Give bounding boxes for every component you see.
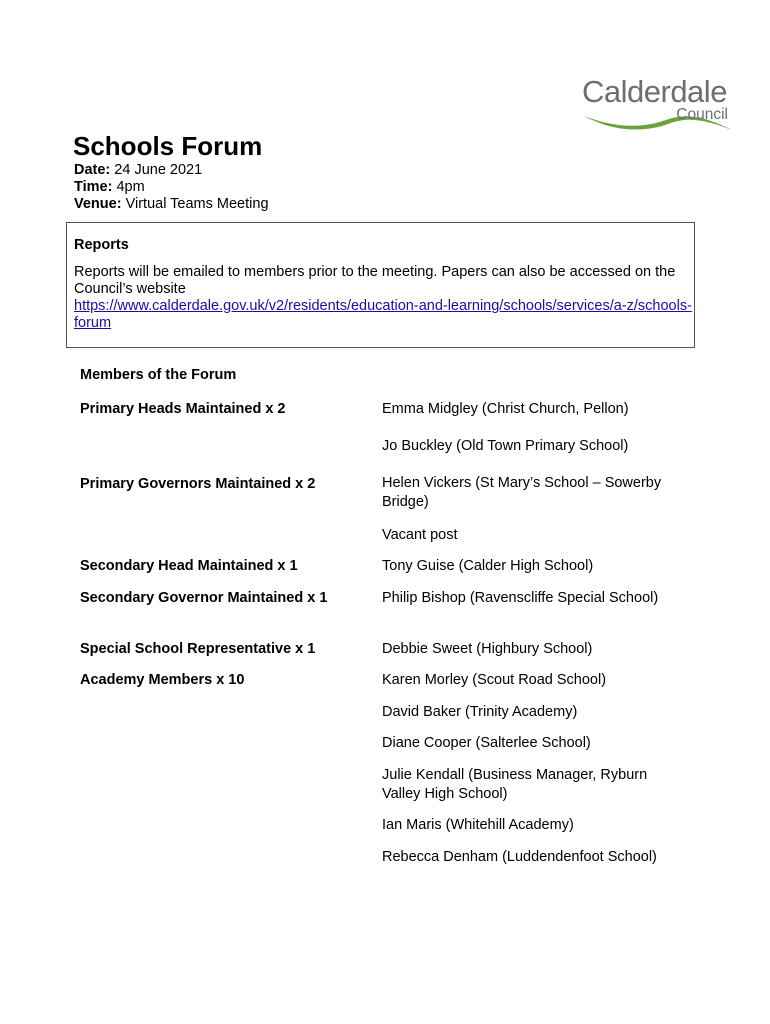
date-label: Date: <box>74 162 111 178</box>
reports-text <box>74 264 694 332</box>
member-entry: Helen Vickers (St Mary’s School – Sowerby Bridge) <box>382 475 662 510</box>
meeting-date <box>74 162 202 179</box>
member-entry: Ian Maris (Whitehill Academy) <box>382 817 574 833</box>
venue-value: Virtual Teams Meeting <box>125 196 269 212</box>
member-entry: Jo Buckley (Old Town Primary School) <box>382 438 629 454</box>
reports-box <box>66 222 695 348</box>
reports-description: Reports will be emailed to members prior to the meeting. Papers can also be accessed on the Council’s website <box>74 264 676 297</box>
calderdale-council-logo <box>580 74 736 140</box>
reports-heading: Reports <box>74 237 129 253</box>
group-label: Primary Heads Maintained x 2 <box>80 401 286 417</box>
time-value: 4pm <box>116 179 145 195</box>
logo-wordmark: Calderdale <box>582 74 727 109</box>
member-entry: Rebecca Denham (Luddendenfoot School) <box>382 849 657 865</box>
member-entry: Diane Cooper (Salterlee School) <box>382 735 591 751</box>
group-label: Special School Representative x 1 <box>80 641 316 657</box>
group-label: Primary Governors Maintained x 2 <box>80 476 316 492</box>
date-value: 24 June 2021 <box>114 162 203 178</box>
meeting-venue <box>74 196 269 213</box>
logo-subtitle: Council <box>676 106 728 123</box>
schools-forum-link[interactable]: https://www.calderdale.gov.uk/v2/residents/education-and-learning/schools/services/a-z/schools-forum <box>74 298 692 331</box>
member-entry: Philip Bishop (Ravenscliffe Special School) <box>382 590 659 606</box>
meeting-time <box>74 179 145 196</box>
group-label: Academy Members x 10 <box>80 672 245 688</box>
member-entry: Emma Midgley (Christ Church, Pellon) <box>382 401 629 417</box>
time-label: Time: <box>74 179 113 195</box>
page-title: Schools Forum <box>73 131 263 161</box>
member-entry: Karen Morley (Scout Road School) <box>382 672 607 688</box>
group-label: Secondary Governor Maintained x 1 <box>80 590 328 606</box>
member-entry: Tony Guise (Calder High School) <box>382 558 594 574</box>
member-entry: David Baker (Trinity Academy) <box>382 704 578 720</box>
group-label: Secondary Head Maintained x 1 <box>80 558 298 574</box>
venue-label: Venue: <box>74 196 122 212</box>
member-entry: Debbie Sweet (Highbury School) <box>382 641 593 657</box>
member-entry: Julie Kendall (Business Manager, Ryburn Valley High School) <box>382 767 648 802</box>
member-entry: Vacant post <box>382 527 458 543</box>
members-heading: Members of the Forum <box>80 367 237 383</box>
